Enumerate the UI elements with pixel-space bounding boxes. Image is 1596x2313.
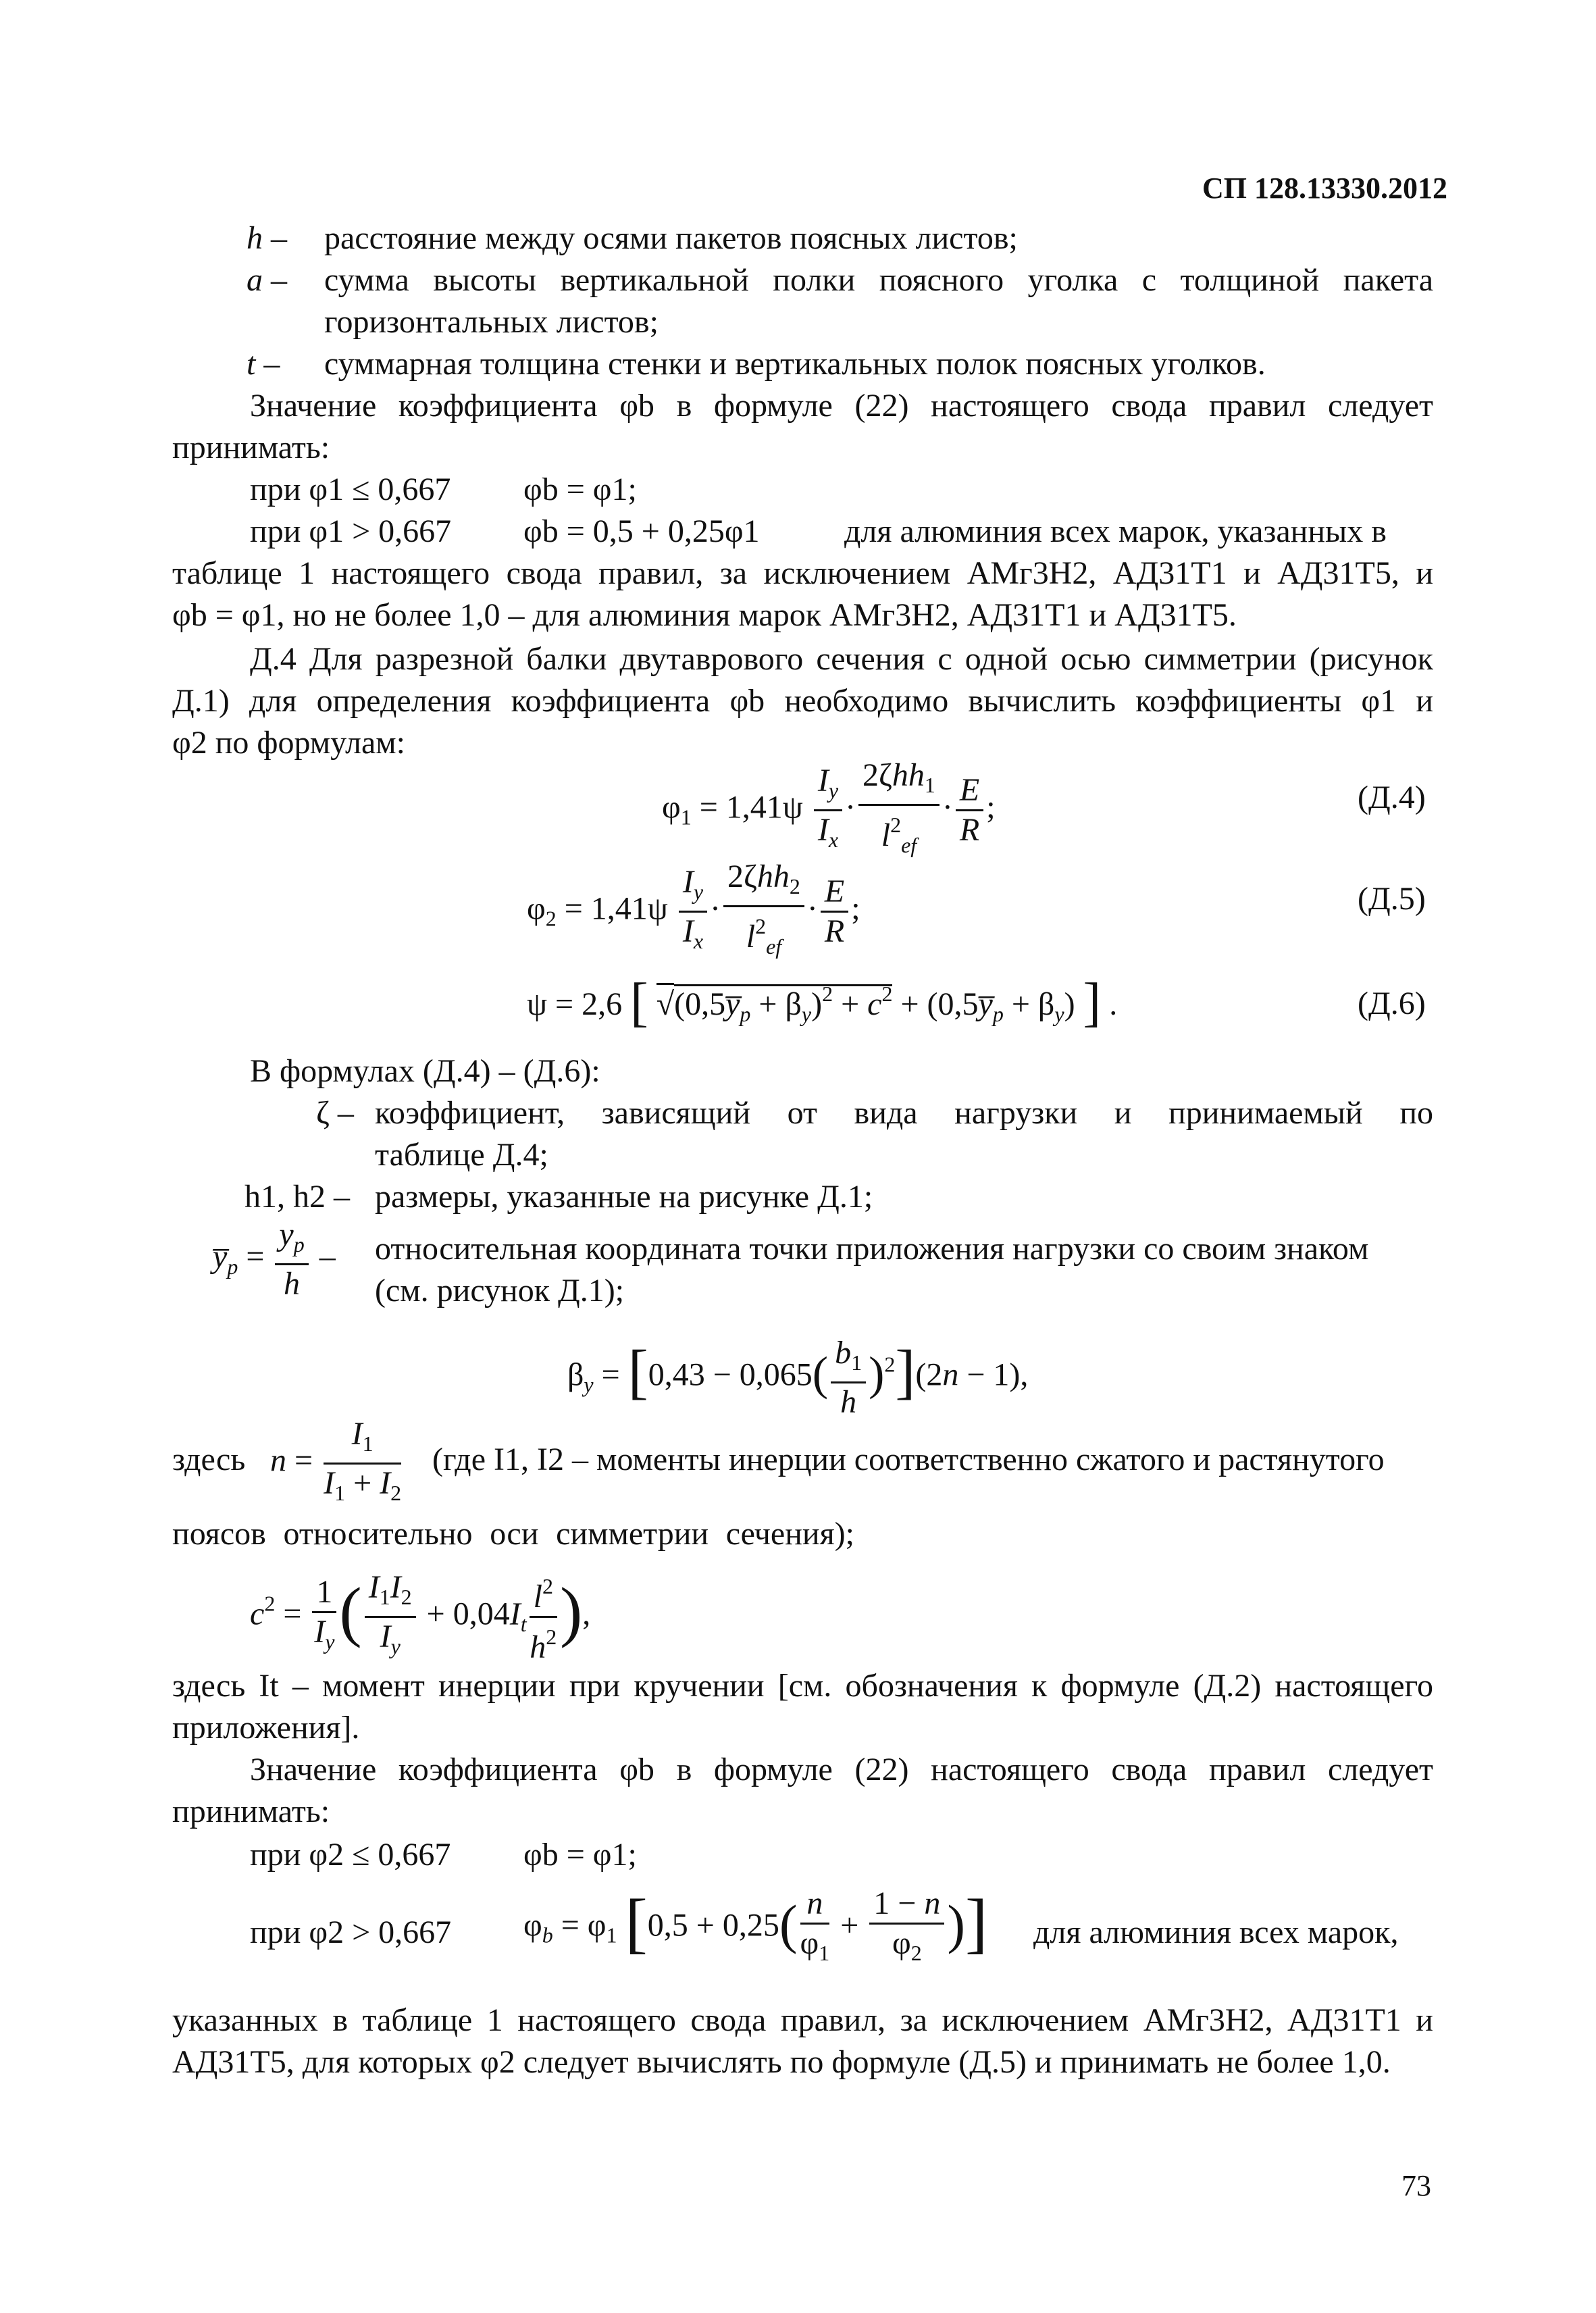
final-line1: указанных в таблице 1 настоящего свода правил, за исключением АМг3Н2, АД31Т1 и xyxy=(172,2002,1433,2038)
in-formulas-text: В формулах (Д.4) – (Д.6): xyxy=(250,1053,600,1089)
formula-c2: $c^2$ = $\frac{1}{I_y}$ ( $\frac{I_1I_2}{I_y}$ + $0,04I_t$ $\frac{l^2}{h^2}$ ), xyxy=(250,1567,590,1667)
def-h1h2-text: размеры, указанные на рисунке Д.1; xyxy=(375,1179,873,1215)
def-h1h2-symbol: h1, h2 – xyxy=(244,1179,350,1215)
def-h-symbol: h – xyxy=(247,220,287,256)
here-it-line1: здесь It – момент инерции при кручении [см. обозначения к формуле (Д.2) настоящего xyxy=(172,1668,1433,1704)
para2-line1: Значение коэффициента φb в формуле (22) настоящего свода правил следует xyxy=(250,1752,1433,1787)
para1-line1: Значение коэффициента φb в формуле (22) настоящего свода правил следует xyxy=(250,388,1433,424)
formula-d4-label: (Д.4) xyxy=(1358,780,1426,815)
formula-d5: $\varphi_2 = 1,41\psi$ $\frac{I_y}{I_x}$ · $\frac{2\zeta hh_2}{l^2_{ef}}$ · $\frac{E}{R}$ ; xyxy=(527,859,860,959)
para-d4-line1: Д.4 Для разрезной балки двутаврового сечения с одной осью симметрии (рисунок xyxy=(250,641,1433,677)
here-n-text: (где I1, I2 – моменты инерции соответственно сжатого и растянутого xyxy=(432,1442,1385,1477)
here-n-cont: поясов относительно оси симметрии сечения); xyxy=(172,1516,854,1552)
cond2-cont-2: φb = φ1, но не более 1,0 – для алюминия марок АМг3Н2, АД31Т1 и АД31Т5. xyxy=(172,597,1237,633)
def-zeta-cont: таблице Д.4; xyxy=(375,1137,548,1173)
cond1-a: при φ1 ≤ 0,667 xyxy=(250,472,451,507)
def-yp-cont: (см. рисунок Д.1); xyxy=(375,1273,625,1308)
def-yp-formula: $y̅_p$ = $\frac{y_p}{h}$ – xyxy=(213,1217,336,1302)
def-a-symbol: a – xyxy=(247,262,287,298)
formula-d6-label: (Д.6) xyxy=(1358,986,1426,1021)
cond2-b: φb = 0,5 + 0,25φ1 xyxy=(523,513,760,549)
para-d4-line2: Д.1) для определения коэффициента φb необходимо вычислить коэффициенты φ1 и xyxy=(172,683,1433,719)
cond4-a: при φ2 > 0,667 xyxy=(250,1914,452,1950)
here-it-line2: приложения]. xyxy=(172,1710,360,1746)
def-t-symbol: t – xyxy=(247,346,280,382)
cond2-c: для алюминия всех марок, указанных в xyxy=(844,513,1387,549)
formula-d6: ψ = 2,6 [ $√(0,5y̅_p + \beta_y)^2 + c^2$ + $(0,5y̅_p + \beta_y)$ ] . xyxy=(527,973,1118,1032)
def-yp-text: относительная координата точки приложения нагрузки со своим знаком xyxy=(375,1231,1369,1267)
def-t-text: суммарная толщина стенки и вертикальных полок поясных уголков. xyxy=(324,346,1266,382)
formula-d5-label: (Д.5) xyxy=(1358,881,1426,917)
para1-line2: принимать: xyxy=(172,430,330,465)
cond3-a: при φ2 ≤ 0,667 xyxy=(250,1837,451,1873)
def-zeta-symbol: ζ – xyxy=(316,1095,354,1131)
cond3-b: φb = φ1; xyxy=(523,1837,637,1873)
formula-d4: $\varphi_1 = 1,41\psi$ $\frac{I_y}{I_x}$ · $\frac{2\zeta hh_1}{l^2_{ef}}$ · $\frac{E}{R}$ ; xyxy=(662,757,996,857)
final-line2: АД31Т5, для которых φ2 следует вычислять по формуле (Д.5) и принимать не более 1,0. xyxy=(172,2044,1391,2080)
def-h-text: расстояние между осями пакетов поясных листов; xyxy=(324,220,1018,256)
para2-line2: принимать: xyxy=(172,1794,330,1829)
def-zeta-text: коэффициент, зависящий от вида нагрузки и принимаемый по xyxy=(375,1095,1433,1131)
formula-cond4: $\varphi_b = \varphi_1$ [0,5 + 0,25( $\frac{n}{\varphi_1}$ + $\frac{1 - n}{\varphi_2}$ )] xyxy=(523,1885,988,1965)
def-a-cont: горизонтальных листов; xyxy=(324,304,659,340)
page-number: 73 xyxy=(1401,2169,1431,2202)
here-n-prefix: здесь xyxy=(172,1442,246,1477)
cond2-cont-1: таблице 1 настоящего свода правил, за исключением АМг3Н2, АД31Т1 и АД31Т5, и xyxy=(172,555,1433,591)
para-d4-line3: φ2 по формулам: xyxy=(172,725,405,761)
document-code: СП 128.13330.2012 xyxy=(1202,172,1447,205)
cond1-b: φb = φ1; xyxy=(523,472,637,507)
cond4-c: для алюминия всех марок, xyxy=(1033,1914,1399,1950)
formula-beta-y: $\beta_y = [0,43 - 0,065$( $\frac{b_1}{h}$ )$^2$](2n − 1), xyxy=(567,1335,1029,1420)
formula-n: n = $\frac{I_1}{I_1 + I_2}$ xyxy=(270,1416,402,1505)
cond2-a: при φ1 > 0,667 xyxy=(250,513,452,549)
def-a-text: сумма высоты вертикальной полки поясного уголка с толщиной пакета xyxy=(324,262,1433,298)
